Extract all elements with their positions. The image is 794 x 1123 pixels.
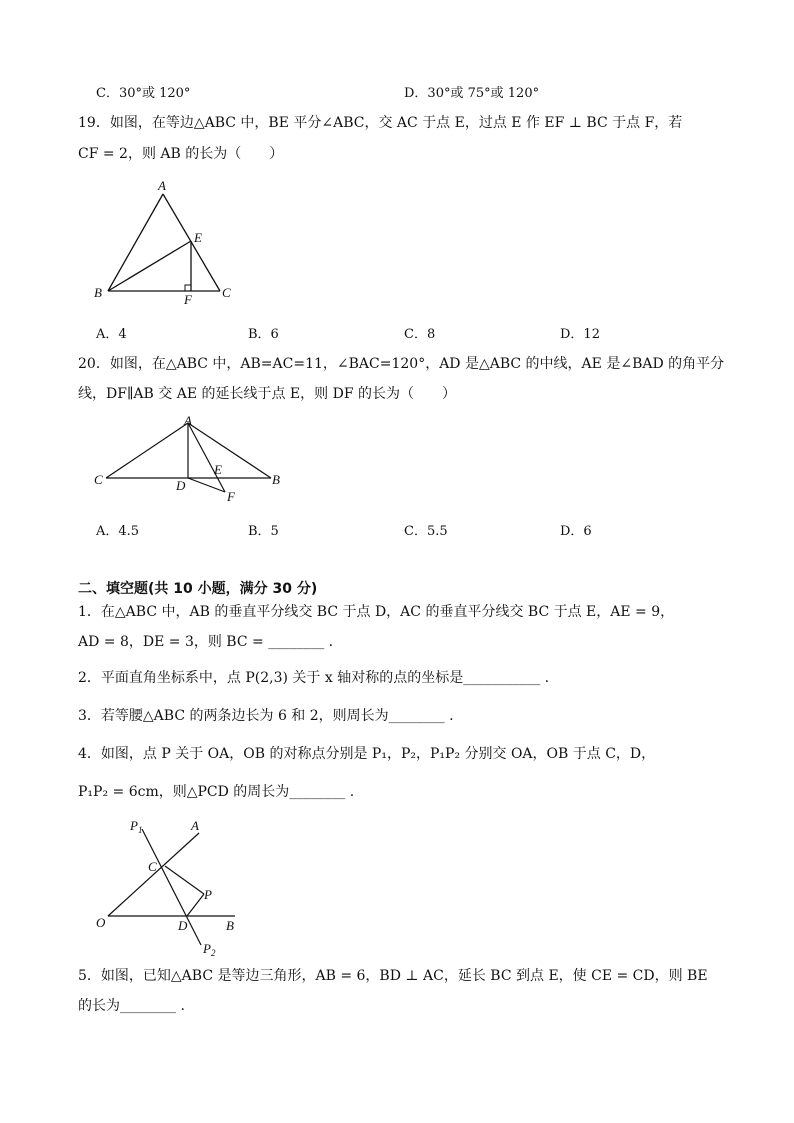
q20-figure	[88, 412, 298, 512]
f5-line2: 的长为________ .	[78, 998, 185, 1014]
q19-option-b: B．6	[248, 327, 279, 342]
q19-stem-line1: 19．如图，在等边△ABC 中，BE 平分∠ABC，交 AC 于点 E，过点 E 作 EF ⊥ BC 于点 F，若	[78, 115, 683, 131]
q19-label-f: F	[184, 292, 192, 307]
q20-label-e: E	[214, 462, 222, 477]
q20-side-ab	[188, 423, 271, 478]
q20-option-c: C．5.5	[404, 524, 448, 539]
f4-segment-p1p2	[142, 829, 201, 945]
f3-text: 3．若等腰△ABC 的两条边长为 6 和 2，则周长为________ .	[78, 708, 454, 724]
q20-option-a: A．4.5	[96, 524, 140, 539]
f1-line2: AD = 8，DE = 3，则 BC = ________ .	[78, 634, 334, 650]
option-d: D．30°或 75°或 120°	[404, 86, 540, 101]
q19-segment-be	[108, 241, 191, 291]
q19-right-angle-mark	[185, 285, 191, 291]
q20-segment-df	[188, 478, 225, 492]
q20-side-ac	[106, 423, 188, 478]
f4-segment-dp	[187, 894, 204, 916]
option-c: C．30°或 120°	[96, 86, 191, 101]
f4-segment-cp	[165, 866, 204, 894]
q20-label-f: F	[227, 489, 235, 504]
q19-label-e: E	[194, 230, 202, 245]
f4-line1: 4．如图，点 P 关于 OA，OB 的对称点分别是 P₁，P₂，P₁P₂ 分别交 OA，OB 于点 C，D，	[78, 746, 656, 762]
f4-label-c: C	[148, 859, 157, 874]
q19-option-a: A．4	[96, 327, 127, 342]
q19-label-b: B	[94, 285, 102, 300]
f4-label-o: O	[96, 915, 106, 930]
q19-figure	[90, 176, 250, 310]
q19-stem-line2: CF = 2，则 AB 的长为（ ）	[78, 146, 284, 162]
q19-option-c: C．8	[404, 327, 436, 342]
q20-label-c: C	[94, 472, 103, 487]
q19-option-d: D．12	[560, 327, 600, 342]
q20-stem-line2: 线，DF∥AB 交 AE 的延长线于点 E，则 DF 的长为（ ）	[78, 386, 456, 402]
q19-label-c: C	[222, 285, 231, 300]
f4-label-d: D	[178, 918, 188, 933]
q20-stem-line1: 20．如图，在△ABC 中，AB=AC=11，∠BAC=120°，AD 是△ABC 的中线，AE 是∠BAD 的角平分	[78, 356, 725, 372]
f4-line2: P₁P₂ = 6cm，则△PCD 的周长为________ .	[78, 784, 355, 800]
f4-label-p2: $P_2$	[203, 941, 216, 958]
f4-label-a: A	[191, 818, 199, 833]
q20-label-a: A	[184, 413, 192, 428]
f4-figure	[90, 815, 250, 960]
f5-line1: 5．如图，已知△ABC 是等边三角形，AB = 6，BD ⊥ AC，延长 BC 到点 E，使 CE = CD，则 BE	[78, 968, 708, 984]
q19-label-a: A	[158, 178, 166, 193]
q20-option-d: D．6	[560, 524, 592, 539]
f4-label-p1: $P_1$	[130, 818, 143, 835]
f2-text: 2．平面直角坐标系中，点 P(2,3) 关于 x 轴对称的点的坐标是___________ .	[78, 670, 550, 686]
f1-line1: 1．在△ABC 中，AB 的垂直平分线交 BC 于点 D，AC 的垂直平分线交 BC 于点 E，AE = 9，	[78, 604, 675, 620]
q20-option-b: B．5	[248, 524, 279, 539]
f4-label-b: B	[226, 918, 234, 933]
f4-label-p: P	[204, 887, 212, 902]
q20-label-b: B	[272, 472, 280, 487]
f4-ray-oa	[108, 833, 199, 916]
q20-label-d: D	[176, 478, 186, 493]
section-title: 二、填空题(共 10 小题，满分 30 分)	[78, 581, 318, 597]
q19-side-ab	[108, 194, 163, 291]
q20-bisector-ae	[188, 423, 225, 492]
